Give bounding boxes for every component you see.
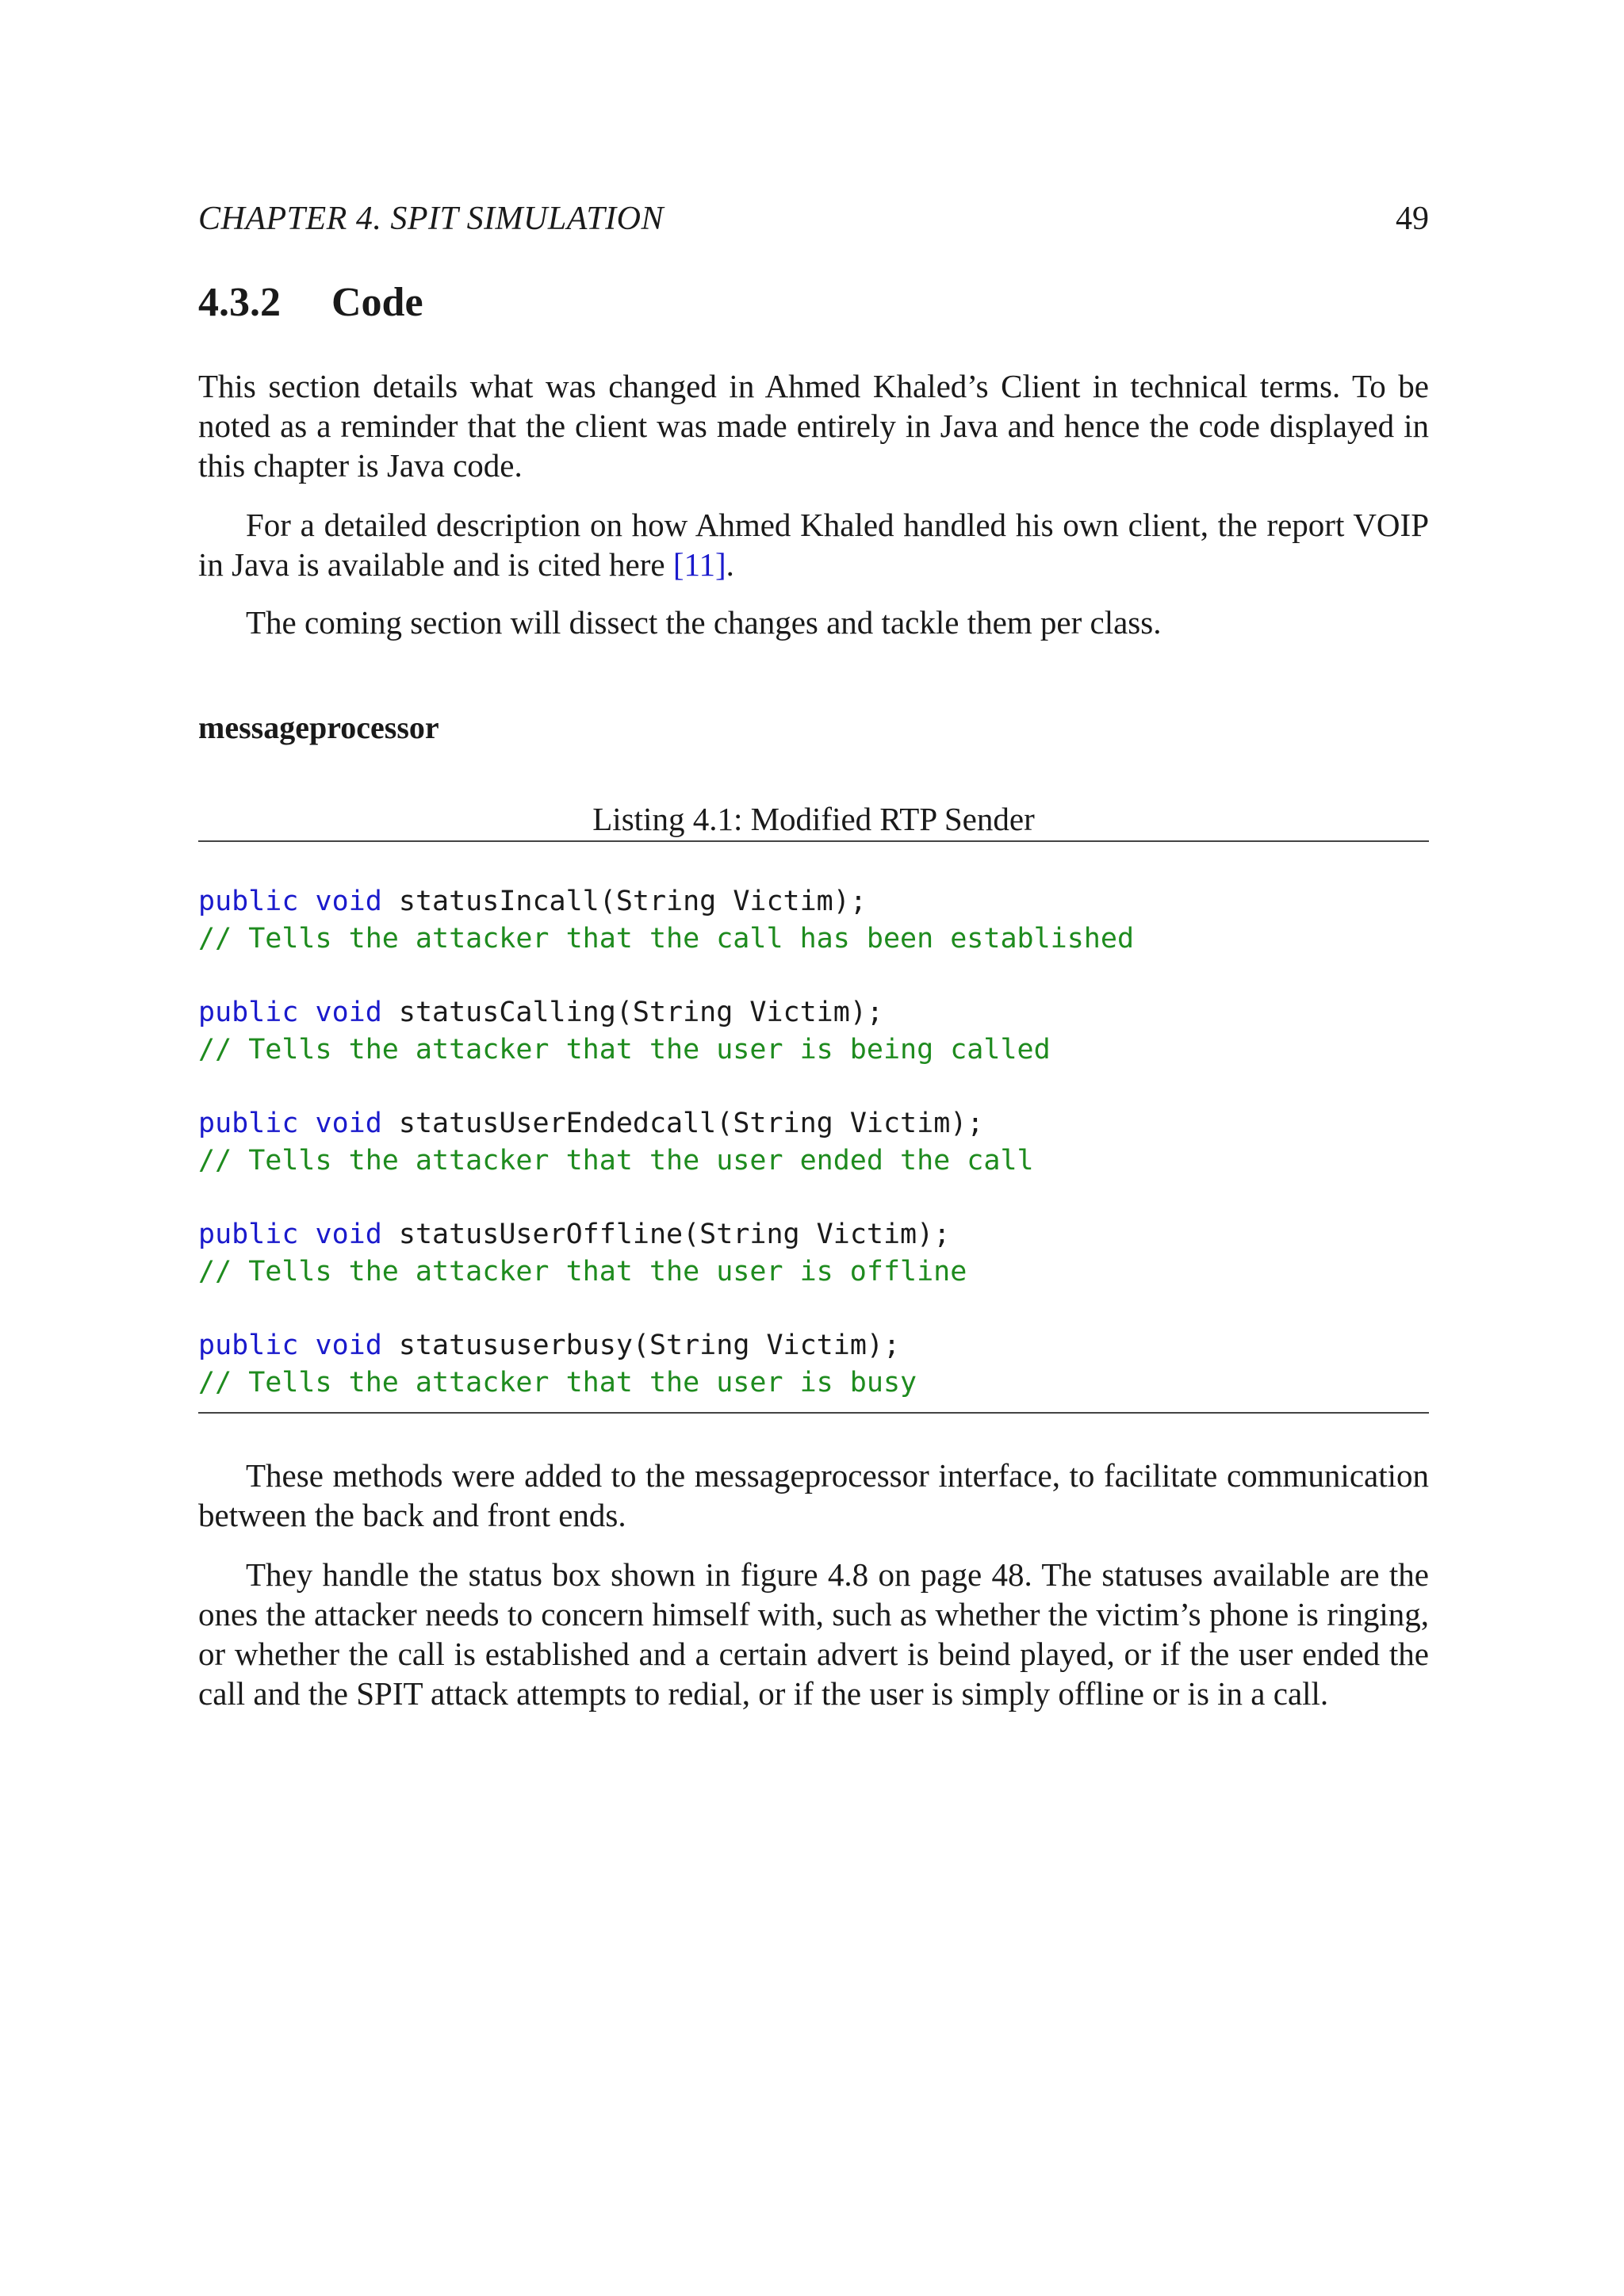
- page-number: 49: [1396, 201, 1429, 237]
- intro-paragraph-2: [198, 505, 1429, 584]
- code-comment: // Tells the attacker that the user ended the call: [198, 1145, 1034, 1177]
- section-number: 4.3.2: [198, 280, 281, 325]
- code-line: [198, 994, 1429, 1031]
- code-keyword: void: [315, 1108, 382, 1139]
- code-keyword: void: [315, 1219, 382, 1250]
- code-line: [198, 883, 1429, 920]
- subsection-heading: messageprocessor: [198, 710, 439, 745]
- intro-paragraph-1: This section details what was changed in Ahmed Khaled’s Client in technical terms. To be noted as a reminder that the client was made entirely in Java and hence the code displayed in this chapter is Java code.: [198, 368, 1429, 484]
- code-keyword: void: [315, 886, 382, 917]
- code-line: [198, 1216, 1429, 1253]
- document-page: [198, 0, 1429, 2296]
- code-signature: statusUserEndedcall(String Victim);: [398, 1108, 984, 1139]
- code-line: [198, 1327, 1429, 1364]
- code-listing: [198, 883, 1429, 1402]
- code-comment: // Tells the attacker that the user is being called: [198, 1034, 1051, 1066]
- code-blank-line: [198, 1180, 1429, 1216]
- code-blank-line: [198, 1291, 1429, 1327]
- code-keyword: public: [198, 1219, 299, 1250]
- code-blank-line: [198, 1069, 1429, 1105]
- code-signature: statusUserOffline(String Victim);: [398, 1219, 951, 1250]
- body-paragraph-2: They handle the status box shown in figure 4.8 on page 48. The statuses available are the ones the attacker needs to concern himself with, such as whether the victim’s phone is ringing, or whether the call is established and a certain advert is beind played, or if the user ended the call and the SPIT attack attempts to redial, or if the user is simply offline or is in a call.: [198, 1556, 1429, 1712]
- listing-caption: Listing 4.1: Modified RTP Sender: [592, 801, 1035, 837]
- code-signature: statusIncall(String Victim);: [398, 886, 867, 917]
- intro-paragraph-2-text: For a detailed description on how Ahmed Khaled handled his own client, the report VOIP in Java is available and is cited here: [198, 507, 1429, 583]
- code-signature: statusCalling(String Victim);: [398, 997, 883, 1028]
- intro-paragraph-3: The coming section will dissect the changes and tackle them per class.: [246, 604, 1162, 641]
- citation-link[interactable]: [11]: [672, 546, 726, 583]
- code-keyword: public: [198, 886, 299, 917]
- code-signature: statususerbusy(String Victim);: [398, 1330, 901, 1361]
- code-keyword: void: [315, 997, 382, 1028]
- body-paragraph-1: These methods were added to the messageprocessor interface, to facilitate communication between the back and front ends.: [198, 1457, 1429, 1533]
- code-keyword: void: [315, 1330, 382, 1361]
- listing-top-rule: [198, 840, 1429, 842]
- section-title: Code: [331, 280, 423, 325]
- code-line: [198, 1105, 1429, 1142]
- code-blank-line: [198, 958, 1429, 994]
- section-heading: [198, 276, 423, 330]
- code-keyword: public: [198, 1330, 299, 1361]
- running-header: [198, 197, 1429, 241]
- code-comment: // Tells the attacker that the call has been established: [198, 923, 1135, 955]
- code-comment: // Tells the attacker that the user is offline: [198, 1256, 967, 1288]
- code-keyword: public: [198, 1108, 299, 1139]
- listing-bottom-rule: [198, 1412, 1429, 1414]
- intro-paragraph-2-end: .: [726, 546, 734, 583]
- code-keyword: public: [198, 997, 299, 1028]
- code-comment: // Tells the attacker that the user is busy: [198, 1367, 917, 1399]
- chapter-title: CHAPTER 4. SPIT SIMULATION: [198, 201, 665, 237]
